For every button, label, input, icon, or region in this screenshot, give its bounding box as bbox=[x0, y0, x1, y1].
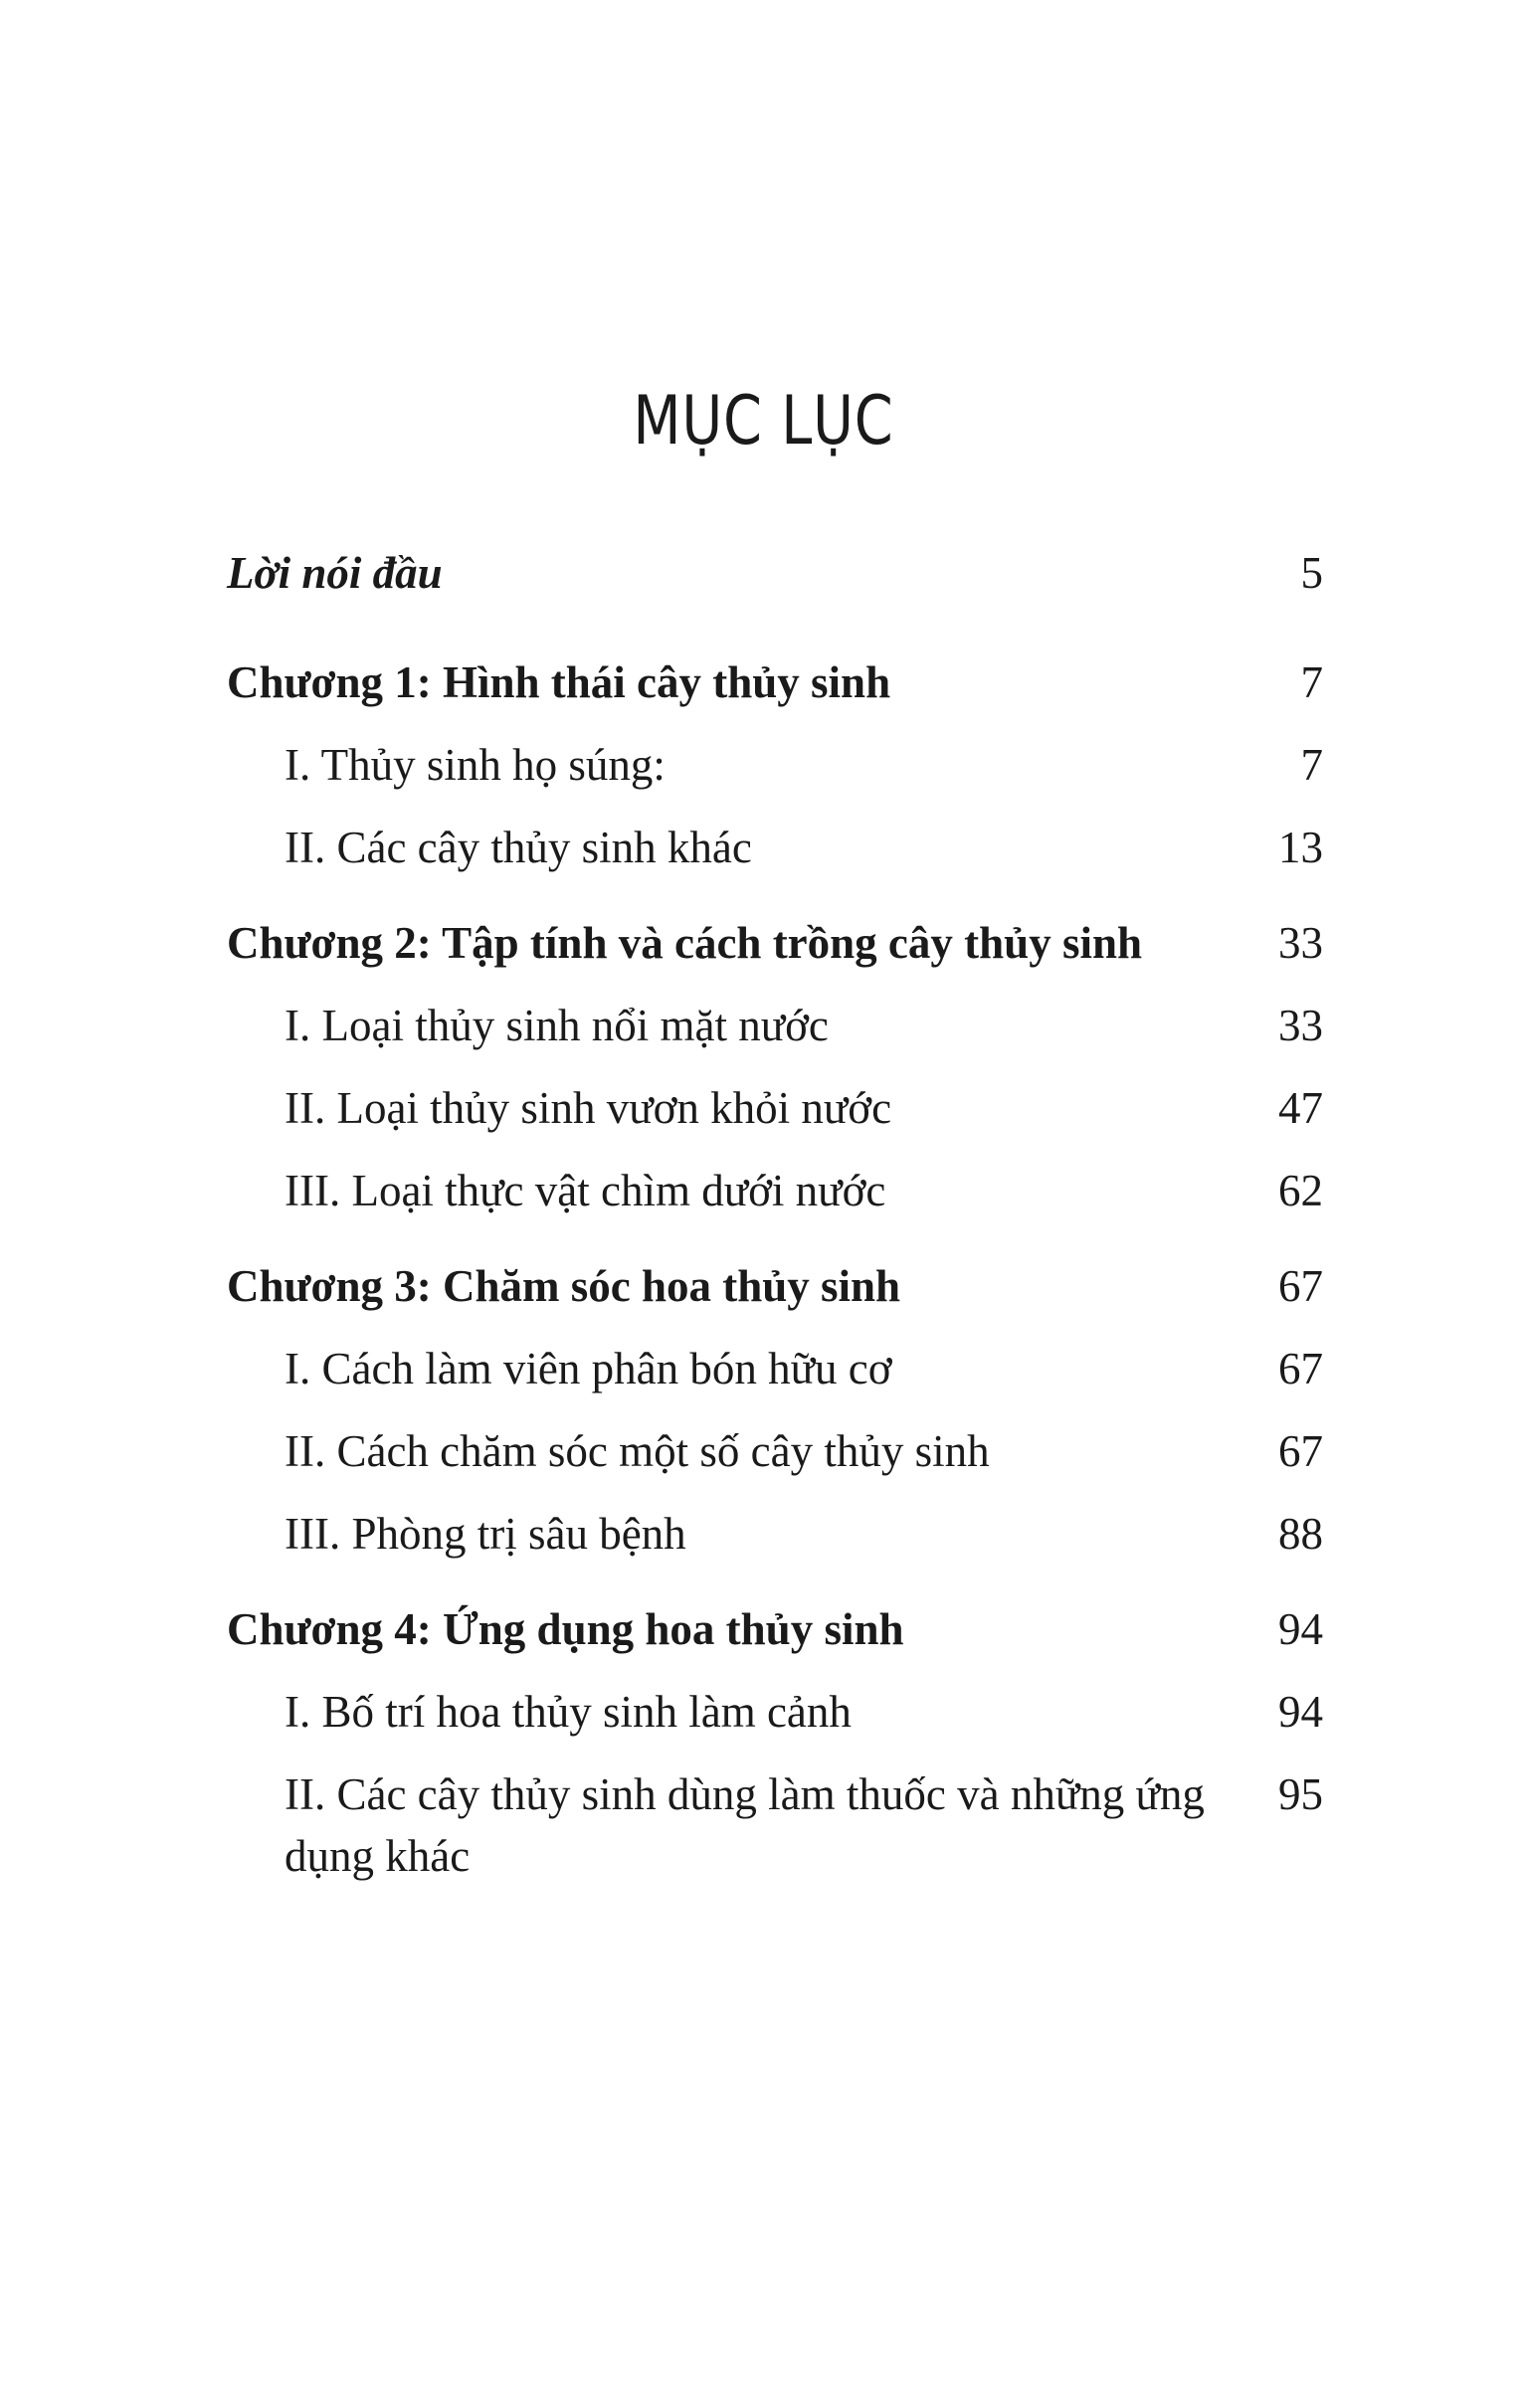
toc-page-number: 62 bbox=[1278, 1166, 1323, 1215]
toc-page-number: 33 bbox=[1278, 1001, 1323, 1050]
page-title: MỤC LỤC bbox=[633, 382, 894, 461]
toc-chapter-group bbox=[227, 1598, 1323, 1887]
toc-entry-label: Lời nói đầu bbox=[227, 548, 443, 598]
toc-page-number: 88 bbox=[1278, 1509, 1323, 1559]
toc-section-label: I. Bố trí hoa thủy sinh làm cảnh bbox=[285, 1687, 852, 1737]
toc-section[interactable] bbox=[227, 1763, 1323, 1887]
toc-chapter-label: Chương 4: Ứng dụng hoa thủy sinh bbox=[227, 1604, 904, 1654]
toc-section[interactable] bbox=[227, 1503, 1323, 1565]
toc-page-number: 95 bbox=[1278, 1769, 1323, 1819]
toc-chapter-3[interactable] bbox=[227, 1255, 1323, 1317]
toc-page-number: 7 bbox=[1300, 657, 1323, 707]
toc-page-number: 94 bbox=[1278, 1604, 1323, 1654]
toc-section[interactable] bbox=[227, 1160, 1323, 1221]
toc-section-label: I. Thủy sinh họ súng: bbox=[285, 740, 666, 790]
toc-page-number: 94 bbox=[1278, 1687, 1323, 1737]
toc-page-number: 67 bbox=[1278, 1426, 1323, 1476]
toc-chapter-group bbox=[227, 1255, 1323, 1565]
toc-section[interactable] bbox=[227, 1338, 1323, 1399]
table-of-contents bbox=[227, 542, 1323, 1908]
toc-section[interactable] bbox=[227, 1077, 1323, 1139]
toc-chapter-group bbox=[227, 651, 1323, 878]
toc-chapter-2[interactable] bbox=[227, 912, 1323, 974]
toc-section-label: I. Cách làm viên phân bón hữu cơ bbox=[285, 1344, 892, 1393]
toc-section-label: II. Cách chăm sóc một số cây thủy sinh bbox=[285, 1426, 990, 1476]
toc-section[interactable] bbox=[227, 734, 1323, 796]
toc-page-number: 33 bbox=[1278, 918, 1323, 968]
toc-section[interactable] bbox=[227, 1420, 1323, 1482]
toc-section-label: III. Loại thực vật chìm dưới nước bbox=[285, 1166, 886, 1215]
toc-section[interactable] bbox=[227, 995, 1323, 1056]
toc-chapter-group bbox=[227, 912, 1323, 1221]
toc-page-number: 7 bbox=[1300, 740, 1323, 790]
toc-chapter-label: Chương 1: Hình thái cây thủy sinh bbox=[227, 657, 891, 707]
toc-chapter-1[interactable] bbox=[227, 651, 1323, 713]
toc-section-label: II. Các cây thủy sinh dùng làm thuốc và những ứng dụng khác bbox=[285, 1769, 1205, 1881]
toc-chapter-label: Chương 3: Chăm sóc hoa thủy sinh bbox=[227, 1261, 901, 1311]
toc-section-label: II. Loại thủy sinh vươn khỏi nước bbox=[285, 1083, 892, 1133]
toc-section-label: II. Các cây thủy sinh khác bbox=[285, 823, 752, 872]
toc-page-number: 5 bbox=[1300, 548, 1323, 598]
toc-chapter-4[interactable] bbox=[227, 1598, 1323, 1660]
toc-page-number: 67 bbox=[1278, 1344, 1323, 1393]
toc-entry-preface[interactable] bbox=[227, 542, 1323, 604]
toc-section-label: III. Phòng trị sâu bệnh bbox=[285, 1509, 686, 1559]
toc-section-label: I. Loại thủy sinh nổi mặt nước bbox=[285, 1001, 829, 1050]
toc-section[interactable] bbox=[227, 817, 1323, 878]
toc-chapter-label: Chương 2: Tập tính và cách trồng cây thủy sinh bbox=[227, 918, 1143, 968]
toc-page-number: 13 bbox=[1278, 823, 1323, 872]
toc-section[interactable] bbox=[227, 1681, 1323, 1743]
toc-page-number: 47 bbox=[1278, 1083, 1323, 1133]
toc-page-number: 67 bbox=[1278, 1261, 1323, 1311]
